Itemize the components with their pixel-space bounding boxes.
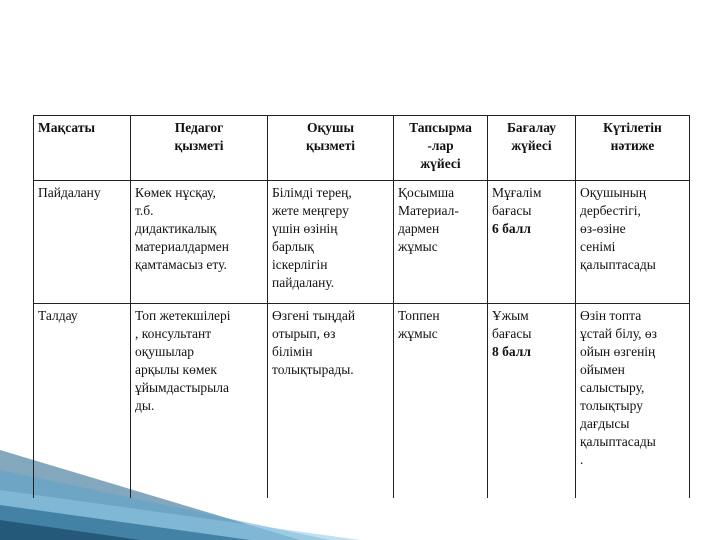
header-goal: Мақсаты — [34, 116, 131, 181]
cell-tasks: Топпен жұмыс — [394, 304, 488, 499]
cell-student: Білімді терең, жете меңгеру үшін өзінің барлық іскерлігін пайдалану. — [268, 181, 394, 304]
cell-teacher: Көмек нұсқау, т.б. дидактикалық материалдармен қамтамасыз ету. — [131, 181, 268, 304]
grading-text: Мұғалім бағасы — [492, 185, 542, 218]
header-student: Оқушы қызметі — [268, 116, 394, 181]
grading-score: 8 балл — [492, 344, 531, 359]
cell-goal: Талдау — [34, 304, 131, 499]
header-result: Күтілетін нәтиже — [576, 116, 690, 181]
header-teacher: Педагог қызметі — [131, 116, 268, 181]
cell-teacher: Топ жетекшілері , консультант оқушылар арқылы көмек ұйымдастырыла ды. — [131, 304, 268, 499]
table-row — [34, 304, 690, 499]
grading-text: Ұжым бағасы — [492, 308, 532, 341]
cell-grading — [488, 181, 576, 304]
cell-student: Өзгені тыңдай отырып, өз білімін толықтырады. — [268, 304, 394, 499]
cell-grading — [488, 304, 576, 499]
cell-result: Оқушының дербестігі, өз-өзіне сенімі қалыптасады — [576, 181, 690, 304]
header-tasks: Тапсырма -лар жүйесі — [394, 116, 488, 181]
cell-goal: Пайдалану — [34, 181, 131, 304]
table-header-row — [34, 116, 690, 181]
table-row — [34, 181, 690, 304]
header-grading: Бағалау жүйесі — [488, 116, 576, 181]
lesson-table — [33, 115, 690, 498]
grading-score: 6 балл — [492, 221, 531, 236]
cell-tasks: Қосымша Материал- дармен жұмыс — [394, 181, 488, 304]
cell-result: Өзін топта ұстай білу, өз ойын өзгенің ойымен салыстыру, толықтыру дағдысы қалыптасады . — [576, 304, 690, 499]
